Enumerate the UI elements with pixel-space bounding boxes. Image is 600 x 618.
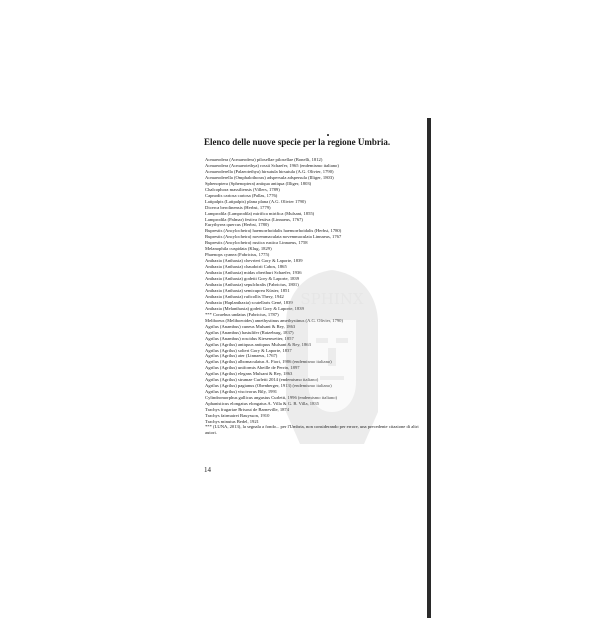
species-item: *** Coraebus undatus (Fabricius, 1787) <box>205 311 279 317</box>
species-item: Agrilus (Anambus) roscidus Kiesenwetter, 1857 <box>205 335 294 341</box>
species-item: Agrilus (Agrilus) pagianus (Obenberger, 1913) (endemismo italiano) <box>205 383 332 389</box>
species-item: Agrilus (Agrilus) albomaculatus A. Fiori, 1986 (endemismo italiano) <box>205 359 332 365</box>
species-item: Agrilus (Agrilus) viscivorus Bily, 1991 <box>205 389 278 395</box>
species-item: Lamprodila (Palmar) festiva festiva (Linnaeus, 1767) <box>205 216 303 222</box>
page-number: 14 <box>204 466 211 474</box>
species-item: Anthaxia (Anthaxia) chaudoirii Cabos, 1865 <box>205 264 287 270</box>
species-item: Acmaeoderella (Omphalothorax) adspersula adspersula (Illiger, 1803) <box>205 174 334 180</box>
watermark-text: SPHINX <box>300 290 364 308</box>
species-item: Lamprodila (Lamprodila) mirifica mirifica (Mulsant, 1855) <box>205 210 315 216</box>
species-item: Dicerca berolinensis (Herbst, 1779) <box>205 204 271 210</box>
species-item: Trachys fairmairei Bauysson, 1910 <box>205 412 270 418</box>
species-item: Agrilus (Agrilus) uniformis Abeille de Perrin, 1897 <box>205 365 300 371</box>
species-list <box>205 157 425 425</box>
page-title: Elenco delle nuove specie per la regione Umbria. <box>204 137 391 147</box>
species-item: Cylindromorphus gallicus angustus Curletti, 1996 (endemismo italiano) <box>205 395 338 401</box>
species-item: Agrilus (Agrilus) elegans Mulsant & Rey, 1863 <box>205 371 293 377</box>
species-item: Melanophila cuspidata (Klug, 1829) <box>205 246 272 252</box>
species-item: Agrilus (Agrilus) ater (Linnaeus, 1767) <box>205 353 278 359</box>
page-edge-shadow <box>427 118 431 618</box>
species-item: Buprestis (Ancylocheira) novemmaculata novemmaculata Linnaeus, 1767 <box>205 234 342 240</box>
species-item: Capnodis cariosa cariosa (Pallas, 1776) <box>205 192 278 198</box>
species-item: Anthaxia (Anthaxia) godetii Gory & Laporte, 1839 <box>205 276 300 282</box>
species-item: Anthaxia (Anthaxia) ruficollis Thery, 1942 <box>205 293 284 299</box>
species-item: Anthaxia (Anthaxia) sepulchralis (Fabricius, 1801) <box>205 282 299 288</box>
species-item: Anthaxia (Anthaxia) midas oberthuri Schaefer, 1936 <box>205 270 302 276</box>
species-item: Acmaeodera (Acmaeodera) pilosellae pilosellae (Bonelli, 1812) <box>205 157 323 162</box>
species-item: Agrilus (Agrilus) antiquus antiquus Mulsant & Rey, 1863 <box>205 341 311 347</box>
species-item: Agrilus (Anambus) cuneus Mulsant & Rey, 1863 <box>205 323 296 329</box>
species-item: Agrilus (Agrilus) strumae Curletti 2014 (endemismo italiano) <box>205 377 319 383</box>
species-item: Anthaxia (Haplanthaxia) scutellaris Gené, 1839 <box>205 299 293 305</box>
species-item: Acmaeoderella (Palaeotethya) hirsutula hirsutula (A.G. Olivier, 1790) <box>205 168 334 174</box>
species-item: Meliboeus (Meliboeoides) amethystinus amethystinus (A.G. Olivier, 1790) <box>205 317 343 323</box>
species-item: Buprestis (Ancylocheira) haemorrhoidalis haemorrhoidalis (Herbst, 1780) <box>205 228 342 234</box>
footnote: *** (LUNA, 2013), la segnala a fondo... per l'Umbria, non considerando per errore, una precedente citazione di altri autori. <box>205 424 419 435</box>
scan-dot <box>327 134 329 136</box>
species-item: Trachys fragariae Brisout de Barneville, 1874 <box>205 407 290 413</box>
species-item: Aphanisticus elongatus elongatus A. Villa & G. B. Villa, 1835 <box>205 401 319 407</box>
species-item: Agrilus (Anambus) hastulifer (Ratzeburg, 1837) <box>205 329 294 335</box>
species-item: Latipalpis (Latipalpis) plana plana (A.G. Olivier 1790) <box>205 198 306 204</box>
species-item: Sphenoptera (Sphenoptera) antiqua antiqua (Illiger, 1803) <box>205 180 312 186</box>
species-item: Anthaxia (Anthaxia) chevrieri Gory & Laporte, 1839 <box>205 258 303 264</box>
species-item: Anthaxia (Melanthaxia) godeti Gory & Laporte, 1839 <box>205 305 304 311</box>
species-item: Agrilus (Agrilus) solieri Gory & Laporte, 1837 <box>205 347 292 353</box>
species-item: Acmaeodera (Acmaeotethya) rossii Schaefer, 1965 (endemismo italiano) <box>205 162 339 168</box>
species-item: Anthaxia (Anthaxia) semicuprea Küster, 1851 <box>205 287 290 293</box>
species-item: Eurythyrea quercus (Herbst, 1780) <box>205 222 269 228</box>
species-item: Buprestis (Ancylocheira) rustica rustica Linnaeus, 1758 <box>205 240 308 246</box>
species-item: Trachys minutus Bedel, 1921 <box>205 418 259 424</box>
species-item: Chalcophora massiliensis (Villers, 1789) <box>205 186 280 192</box>
species-item: Phaenops cyanea (Fabricius, 1775) <box>205 252 270 258</box>
